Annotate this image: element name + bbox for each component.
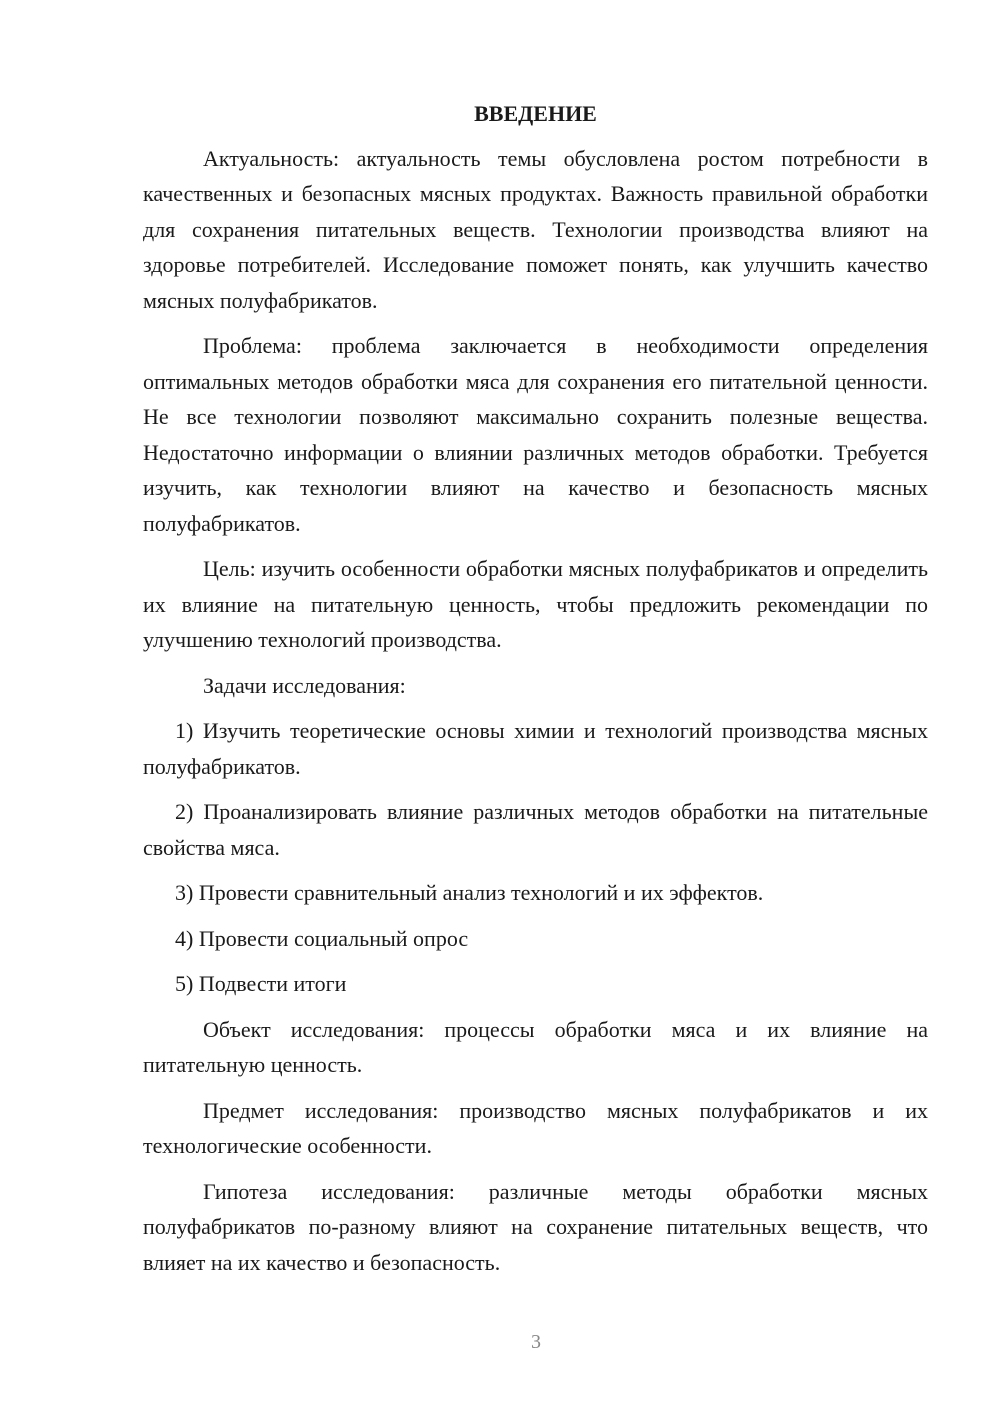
document-page [143,96,928,1290]
list-item: 3) Провести сравнительный анализ технологий и их эффектов. [175,880,764,905]
page-number: 3 [531,1331,541,1353]
paragraph-problem: Проблема: проблема заключается в необходимости определения оптимальных методов обработки мяса для сохранения его питательной ценности. Не все технологии позволяют максимально сохранить полезные вещества. Недостаточно информации о влиянии различных методов обработки. Требуется изучить, как технологии влияют на качество и безопасность мясных полуфабрикатов. [143,333,928,536]
list-item: 5) Подвести итоги [175,971,347,996]
page-title: ВВЕДЕНИЕ [474,101,597,126]
tasks-title: Задачи исследования: [203,672,406,698]
paragraph-relevance: Актуальность: актуальность темы обусловлена ростом потребности в качественных и безопасных мясных продуктах. Важность правильной обработки для сохранения питательных веществ. Технологии производства влияют на здоровье потребителей. Исследование поможет понять, как улучшить качество мясных полуфабрикатов. [143,145,928,313]
list-item: 1) Изучить теоретические основы химии и технологий производства мясных полуфабрикатов. [143,718,928,779]
list-item: 2) Проанализировать влияние различных методов обработки на питательные свойства мяса. [143,799,928,860]
list-item: 4) Провести социальный опрос [175,925,469,951]
paragraph-goal: Цель: изучить особенности обработки мясных полуфабрикатов и определить их влияние на питательную ценность, чтобы предложить рекомендации по улучшению технологий производства. [143,556,928,652]
paragraph-subject: Предмет исследования: производство мясных полуфабрикатов и их технологические особенности. [143,1097,928,1158]
paragraph-hypothesis: Гипотеза исследования: различные методы обработки мясных полуфабрикатов по-разному влияют на сохранение питательных веществ, что влияет на их качество и безопасность. [143,1178,928,1275]
tasks-list [143,713,928,1002]
paragraph-object: Объект исследования: процессы обработки мяса и их влияние на питательную ценность. [143,1016,928,1077]
